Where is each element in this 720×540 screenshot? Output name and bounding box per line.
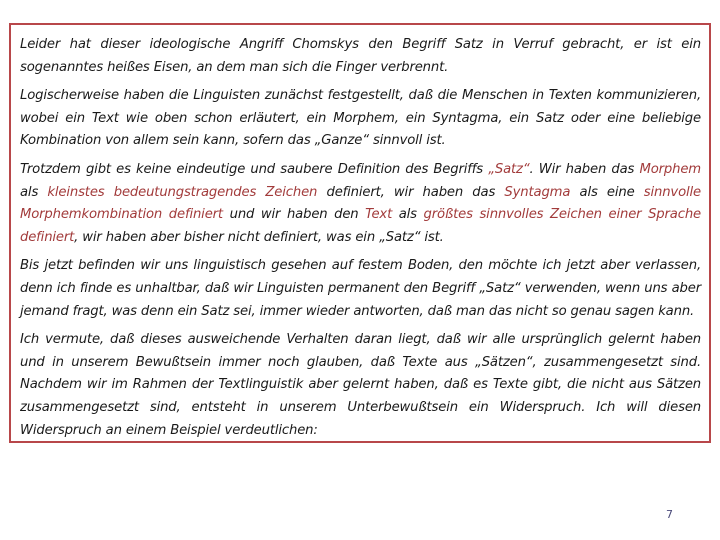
paragraph-3-text: . Wir haben das: [529, 161, 640, 177]
page-number: 7: [666, 508, 673, 521]
paragraph-4: [20, 255, 701, 323]
paragraph-3-text: als eine: [570, 184, 644, 200]
paragraph-2: [20, 85, 701, 153]
paragraph-5-text: Ich vermute, daß dieses ausweichende Verhalten daran liegt, daß wir alle ursprünglich gelernt haben und in unserem Bewußtsein immer noch glauben, daß Texte aus „Sätzen“, zusammengesetzt sind. Nachdem wir im Rahmen der Textlinguistik aber gelernt haben, daß es Texte gibt, die nicht aus Sätzen zusammengesetzt sind, entsteht in unserem Unterbewußtsein ein Widerspruch. Ich will diesen Widerspruch an einem Beispiel verdeutlichen:: [20, 332, 701, 438]
paragraph-3: [20, 159, 701, 249]
paragraph-1-text: Leider hat dieser ideologische Angriff Chomskys den Begriff Satz in Verruf gebracht, er ist ein sogenanntes heißes Eisen, an dem man sich die Finger verbrennt.: [20, 37, 701, 75]
paragraph-3-text: Trotzdem gibt es keine eindeutige und saubere Definition des Begriffs: [20, 161, 489, 177]
paragraph-3-text: und wir haben den: [222, 207, 366, 223]
paragraph-3-text: definiert, wir haben das: [317, 184, 505, 200]
text-box: [9, 23, 711, 443]
definition-syntagma: sinnvolle Morphemkombination definiert: [20, 184, 701, 223]
term-satz: „Satz“: [488, 161, 530, 177]
paragraph-5: [20, 329, 701, 442]
paragraph-3-text: als: [20, 184, 48, 200]
paragraph-3-text: als: [392, 207, 424, 223]
paragraph-3-text: , wir haben aber bisher nicht definiert, was ein „Satz“ ist.: [74, 229, 444, 245]
paragraph-2-text: Logischerweise haben die Linguisten zunächst festgestellt, daß die Menschen in Texten kommunizieren, wobei ein Text wie oben schon erläutert, ein Morphem, ein Syntagma, ein Satz oder eine beliebige Kombination von allem sein kann, sofern das „Ganze“ sinnvoll ist.: [20, 88, 701, 149]
term-text: Text: [365, 207, 393, 223]
term-morphem: Morphem: [639, 161, 701, 177]
paragraph-1: [20, 34, 701, 79]
definition-morphem: kleinstes bedeutungstragendes Zeichen: [47, 184, 318, 200]
paragraph-4-text: Bis jetzt befinden wir uns linguistisch gesehen auf festem Boden, den möchte ich jetzt aber verlassen, denn ich finde es unhaltbar, daß wir Linguisten permanent den Begriff „Satz“ verwenden, wenn uns aber jemand fragt, was denn ein Satz sei, immer wieder antworten, daß man das nicht so genau sagen kann.: [20, 258, 701, 319]
definition-text: größtes sinnvolles Zeichen einer Sprache definiert: [20, 207, 702, 245]
term-syntagma: Syntagma: [504, 184, 571, 200]
